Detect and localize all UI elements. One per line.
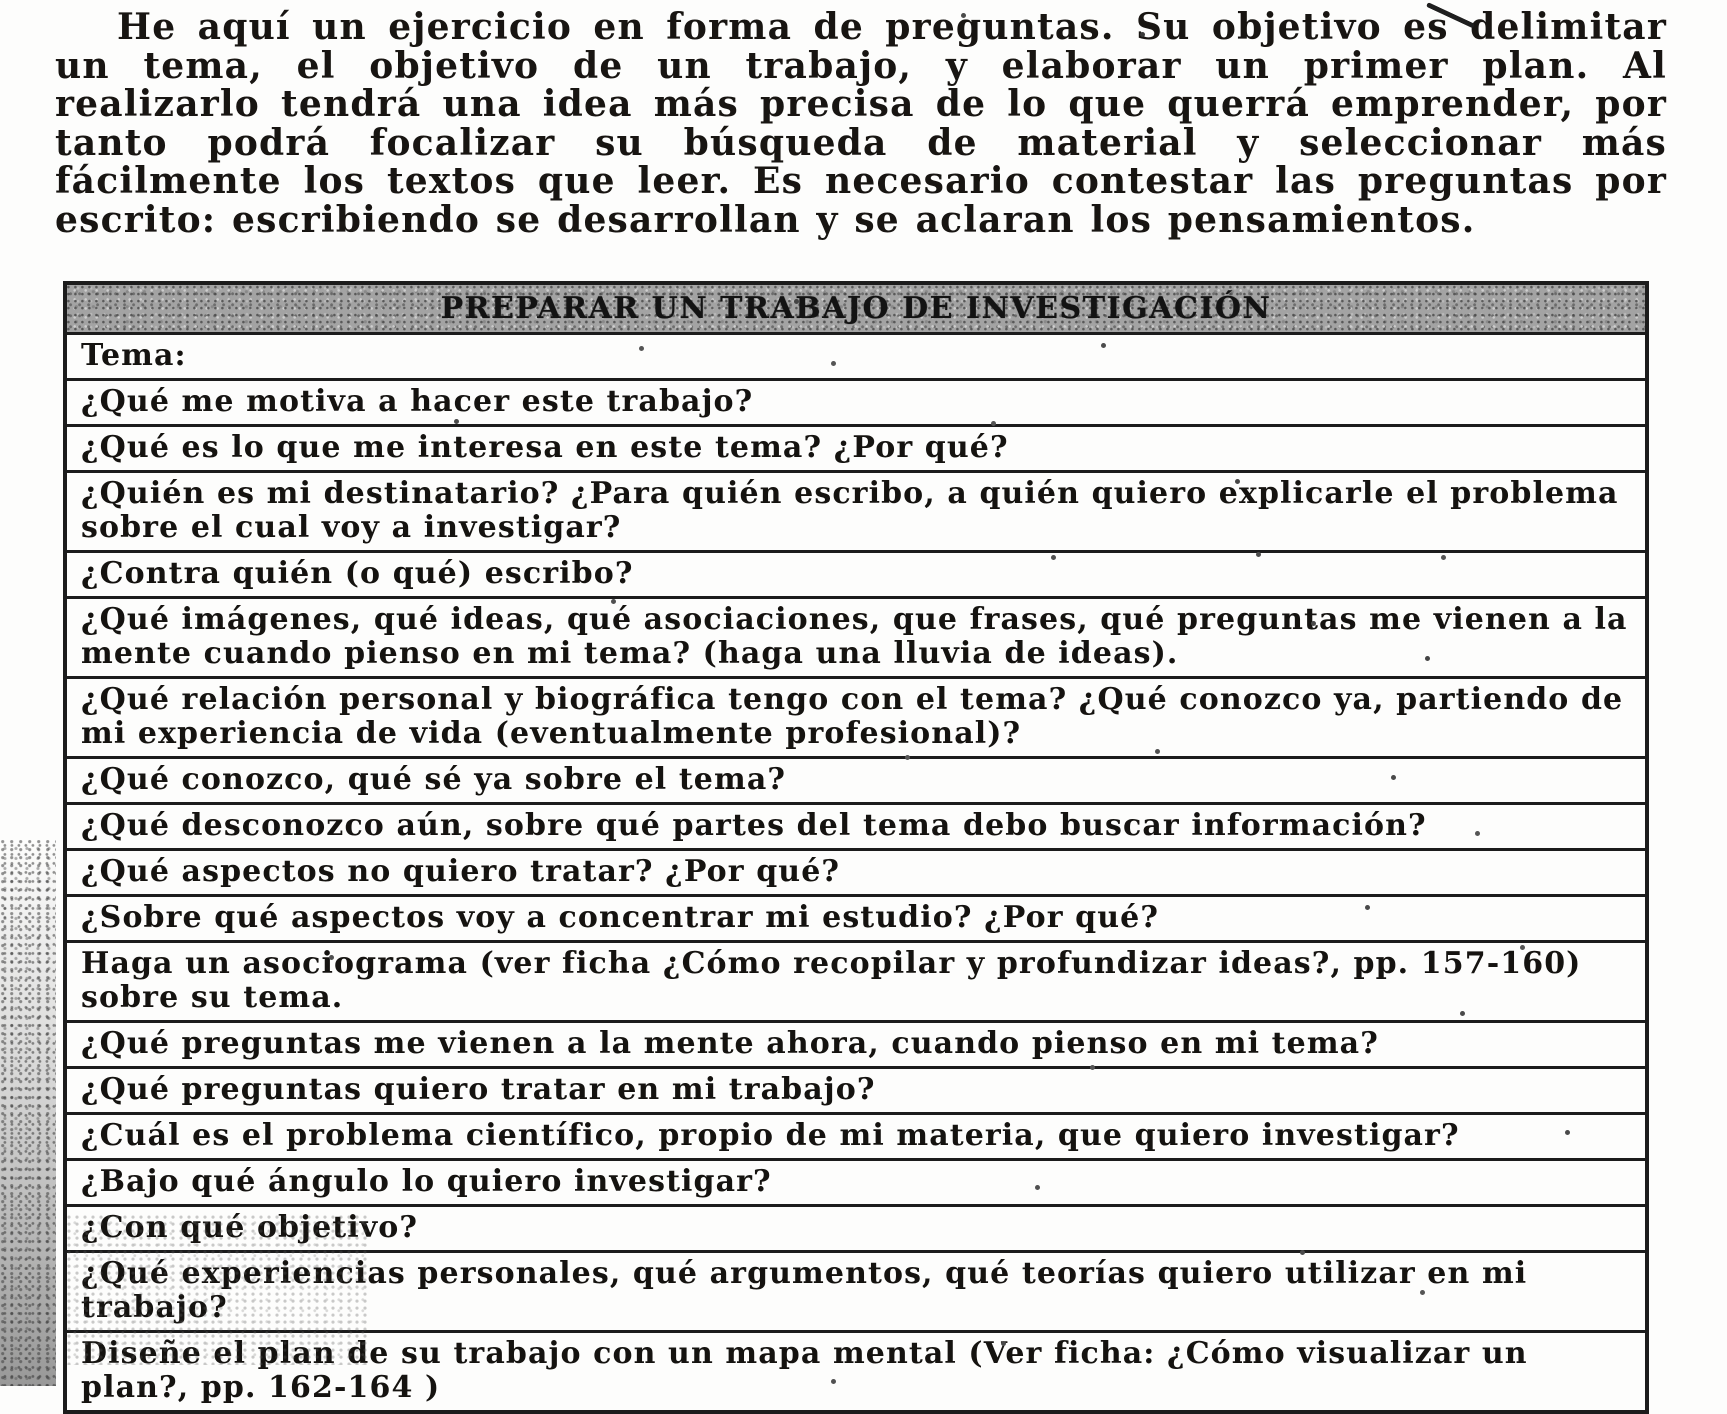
table-row: ¿Qué preguntas quiero tratar en mi trabajo? — [67, 1066, 1645, 1112]
table-row: ¿Qué me motiva a hacer este trabajo? — [67, 378, 1645, 424]
table-row: ¿Qué preguntas me vienen a la mente ahora, cuando pienso en mi tema? — [67, 1020, 1645, 1066]
intro-paragraph: He aquí un ejercicio en forma de preguntas. Su objetivo es delimitar un tema, el objetivo de un trabajo, y elaborar un primer plan. Al realizarlo tendrá una idea más precisa de lo que querrá emprender, por tanto podrá focalizar su búsqueda de material y seleccionar más fácilmente los textos que leer. Es necesario contestar las preguntas por escrito: escribiendo se desarrollan y se aclaran los pensamientos. — [55, 6, 1667, 241]
scan-noise-left-margin — [0, 840, 56, 1386]
table-row: ¿Qué es lo que me interesa en este tema? ¿Por qué? — [67, 424, 1645, 470]
table-row: ¿Bajo qué ángulo lo quiero investigar? — [67, 1158, 1645, 1204]
table-row: ¿Qué desconozco aún, sobre qué partes del tema debo buscar información? — [67, 802, 1645, 848]
research-prep-table — [63, 281, 1649, 1414]
scan-speckles — [0, 0, 3, 3]
table-row: Diseñe el plan de su trabajo con un mapa mental (Ver ficha: ¿Cómo visualizar un plan?, pp. 162-164 ) — [67, 1330, 1645, 1410]
table-row: ¿Qué relación personal y biográfica tengo con el tema? ¿Qué conozco ya, partiendo de mi experiencia de vida (eventualmente profesional)? — [67, 676, 1645, 756]
table-row: ¿Sobre qué aspectos voy a concentrar mi estudio? ¿Por qué? — [67, 894, 1645, 940]
table-row: ¿Quién es mi destinatario? ¿Para quién escribo, a quién quiero explicarle el problema sobre el cual voy a investigar? — [67, 470, 1645, 550]
table-row: ¿Qué conozco, qué sé ya sobre el tema? — [67, 756, 1645, 802]
table-row: ¿Con qué objetivo? — [67, 1204, 1645, 1250]
table-row: ¿Contra quién (o qué) escribo? — [67, 550, 1645, 596]
table-row-tema: Tema: — [67, 332, 1645, 378]
table-row: Haga un asociograma (ver ficha ¿Cómo recopilar y profundizar ideas?, pp. 157-160) sobre su tema. — [67, 940, 1645, 1020]
table-title: PREPARAR UN TRABAJO DE INVESTIGACIÓN — [440, 291, 1272, 326]
table-row: ¿Cuál es el problema científico, propio de mi materia, que quiero investigar? — [67, 1112, 1645, 1158]
table-row: ¿Qué experiencias personales, qué argumentos, qué teorías quiero utilizar en mi trabajo? — [67, 1250, 1645, 1330]
table-title-bar — [67, 285, 1645, 332]
table-row: ¿Qué aspectos no quiero tratar? ¿Por qué? — [67, 848, 1645, 894]
table-row: ¿Qué imágenes, qué ideas, qué asociaciones, que frases, qué preguntas me vienen a la mente cuando pienso en mi tema? (haga una lluvia de ideas). — [67, 596, 1645, 676]
